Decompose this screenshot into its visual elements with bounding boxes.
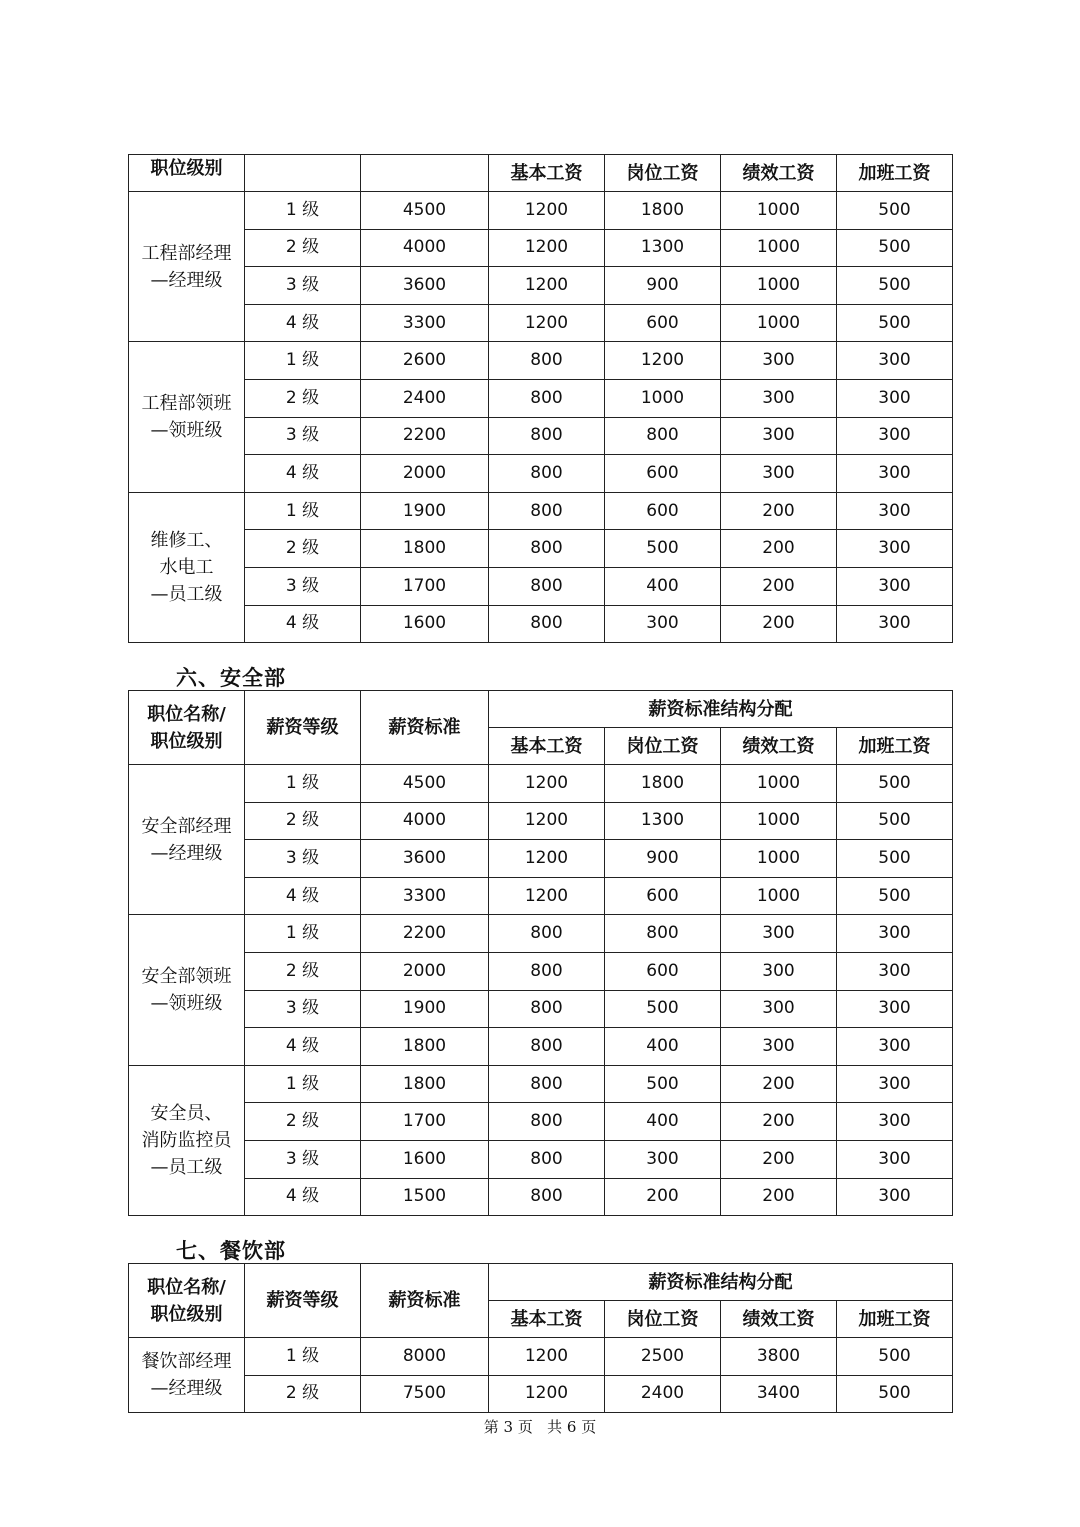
salary-component-cell: 300 (837, 915, 953, 953)
salary-component-cell: 800 (489, 379, 605, 417)
salary-component-cell: 1200 (489, 877, 605, 915)
salary-component-cell: 900 (605, 840, 721, 878)
grade-cell: 1 级 (245, 915, 361, 953)
salary-standard-cell: 8000 (361, 1338, 489, 1376)
salary-component-cell: 1200 (489, 802, 605, 840)
header-grade: 薪资等级 (245, 691, 361, 765)
salary-component-cell: 500 (837, 840, 953, 878)
position-name-cell: 餐饮部经理 —经理级 (129, 1338, 245, 1413)
salary-component-cell: 1000 (721, 229, 837, 267)
table-row (129, 1065, 953, 1103)
table-row (129, 990, 953, 1028)
table-row (129, 952, 953, 990)
table-row (129, 877, 953, 915)
salary-standard-cell: 1700 (361, 1103, 489, 1141)
header-cell: 岗位工资 (605, 1301, 721, 1338)
grade-cell: 2 级 (245, 530, 361, 568)
page-footer: 第 3 页 共 6 页 (483, 1418, 597, 1436)
salary-component-cell: 300 (837, 990, 953, 1028)
salary-component-cell: 1000 (721, 765, 837, 803)
salary-component-cell: 800 (605, 417, 721, 455)
salary-standard-cell: 3600 (361, 267, 489, 305)
header-position-text: 职位名称/ 职位级别 (147, 703, 226, 752)
salary-standard-cell: 4500 (361, 192, 489, 230)
grade-cell: 3 级 (245, 840, 361, 878)
salary-component-cell: 800 (489, 915, 605, 953)
position-name-cell: 工程部经理 —经理级 (129, 192, 245, 342)
salary-component-cell: 800 (489, 417, 605, 455)
salary-component-cell: 200 (605, 1178, 721, 1216)
salary-component-cell: 500 (837, 1375, 953, 1413)
salary-standard-cell: 2000 (361, 952, 489, 990)
salary-component-cell: 200 (721, 605, 837, 643)
table-header-row (129, 1264, 953, 1301)
grade-cell: 1 级 (245, 1338, 361, 1376)
grade-cell: 2 级 (245, 379, 361, 417)
salary-component-cell: 1200 (489, 840, 605, 878)
header-standard: 薪资标准 (361, 1264, 489, 1338)
salary-component-cell: 300 (837, 492, 953, 530)
salary-table-engineering (128, 154, 953, 643)
salary-component-cell: 800 (489, 952, 605, 990)
table-row (129, 304, 953, 342)
salary-component-cell: 800 (489, 530, 605, 568)
grade-cell: 4 级 (245, 877, 361, 915)
salary-component-cell: 500 (837, 877, 953, 915)
salary-table-security (128, 690, 953, 1216)
header-cell: 加班工资 (837, 155, 953, 192)
salary-component-cell: 200 (721, 492, 837, 530)
header-cell: 基本工资 (489, 1301, 605, 1338)
header-position (129, 1264, 245, 1338)
salary-component-cell: 300 (721, 915, 837, 953)
salary-component-cell: 300 (605, 605, 721, 643)
section-title-security: 六、安全部 (176, 666, 286, 690)
salary-component-cell: 800 (489, 1028, 605, 1066)
salary-component-cell: 1200 (489, 267, 605, 305)
salary-component-cell: 600 (605, 492, 721, 530)
position-name-cell: 安全员、 消防监控员 —员工级 (129, 1065, 245, 1215)
header-cell: 加班工资 (837, 728, 953, 765)
salary-component-cell: 500 (837, 1338, 953, 1376)
salary-component-cell: 900 (605, 267, 721, 305)
salary-standard-cell: 2400 (361, 379, 489, 417)
salary-component-cell: 3800 (721, 1338, 837, 1376)
salary-component-cell: 300 (837, 952, 953, 990)
salary-component-cell: 3400 (721, 1375, 837, 1413)
grade-cell: 1 级 (245, 765, 361, 803)
salary-component-cell: 800 (489, 1178, 605, 1216)
salary-component-cell: 1800 (605, 765, 721, 803)
salary-standard-cell: 7500 (361, 1375, 489, 1413)
salary-component-cell: 200 (721, 1103, 837, 1141)
position-name-cell: 安全部领班 —领班级 (129, 915, 245, 1065)
salary-component-cell: 600 (605, 455, 721, 493)
salary-component-cell: 500 (837, 802, 953, 840)
grade-cell: 2 级 (245, 229, 361, 267)
salary-component-cell: 1200 (489, 1375, 605, 1413)
salary-component-cell: 1300 (605, 802, 721, 840)
grade-cell: 3 级 (245, 990, 361, 1028)
position-name-cell: 维修工、 水电工 —员工级 (129, 492, 245, 642)
header-position (129, 691, 245, 765)
salary-standard-cell: 2000 (361, 455, 489, 493)
salary-component-cell: 2400 (605, 1375, 721, 1413)
salary-standard-cell: 2200 (361, 417, 489, 455)
header-cell: 加班工资 (837, 1301, 953, 1338)
salary-component-cell: 1200 (489, 192, 605, 230)
salary-component-cell: 2500 (605, 1338, 721, 1376)
salary-component-cell: 800 (605, 915, 721, 953)
table-row (129, 417, 953, 455)
table-row (129, 605, 953, 643)
salary-component-cell: 1300 (605, 229, 721, 267)
grade-cell: 1 级 (245, 492, 361, 530)
salary-standard-cell: 1900 (361, 990, 489, 1028)
grade-cell: 4 级 (245, 605, 361, 643)
table-row (129, 802, 953, 840)
salary-component-cell: 300 (837, 342, 953, 380)
salary-component-cell: 200 (721, 530, 837, 568)
salary-component-cell: 1200 (489, 765, 605, 803)
table-row (129, 1375, 953, 1413)
salary-component-cell: 1200 (489, 1338, 605, 1376)
header-cell (361, 155, 489, 192)
salary-component-cell: 300 (837, 1028, 953, 1066)
salary-standard-cell: 4000 (361, 229, 489, 267)
salary-component-cell: 300 (837, 567, 953, 605)
salary-component-cell: 800 (489, 1140, 605, 1178)
section-title-catering: 七、餐饮部 (176, 1239, 286, 1263)
header-structure: 薪资标准结构分配 (489, 1264, 953, 1301)
salary-component-cell: 500 (605, 990, 721, 1028)
header-cell: 绩效工资 (721, 728, 837, 765)
header-position-text: 职位名称/ 职位级别 (147, 1276, 226, 1325)
salary-component-cell: 300 (721, 1028, 837, 1066)
grade-cell: 2 级 (245, 1375, 361, 1413)
salary-component-cell: 500 (837, 765, 953, 803)
salary-table-catering (128, 1263, 953, 1413)
table-row (129, 455, 953, 493)
salary-standard-cell: 1800 (361, 530, 489, 568)
salary-standard-cell: 1600 (361, 1140, 489, 1178)
table-row (129, 342, 953, 380)
salary-standard-cell: 1500 (361, 1178, 489, 1216)
salary-standard-cell: 2600 (361, 342, 489, 380)
salary-component-cell: 300 (721, 342, 837, 380)
salary-component-cell: 300 (721, 417, 837, 455)
salary-component-cell: 300 (837, 1103, 953, 1141)
salary-standard-cell: 1700 (361, 567, 489, 605)
salary-component-cell: 600 (605, 304, 721, 342)
salary-component-cell: 300 (837, 379, 953, 417)
table-row (129, 1338, 953, 1376)
salary-component-cell: 500 (837, 229, 953, 267)
table-row (129, 192, 953, 230)
salary-standard-cell: 1900 (361, 492, 489, 530)
table-row (129, 1140, 953, 1178)
salary-component-cell: 300 (605, 1140, 721, 1178)
salary-component-cell: 1000 (721, 840, 837, 878)
grade-cell: 3 级 (245, 1140, 361, 1178)
salary-standard-cell: 3600 (361, 840, 489, 878)
salary-component-cell: 600 (605, 952, 721, 990)
salary-component-cell: 400 (605, 1028, 721, 1066)
table-row (129, 530, 953, 568)
header-cell: 职位级别 (129, 155, 245, 192)
salary-standard-cell: 3300 (361, 877, 489, 915)
salary-component-cell: 800 (489, 1103, 605, 1141)
header-grade: 薪资等级 (245, 1264, 361, 1338)
salary-component-cell: 200 (721, 567, 837, 605)
salary-component-cell: 400 (605, 1103, 721, 1141)
salary-standard-cell: 3300 (361, 304, 489, 342)
table-row (129, 492, 953, 530)
grade-cell: 4 级 (245, 304, 361, 342)
table-header-row (129, 691, 953, 728)
salary-component-cell: 1000 (721, 877, 837, 915)
salary-component-cell: 1000 (721, 192, 837, 230)
salary-component-cell: 1000 (721, 802, 837, 840)
salary-component-cell: 200 (721, 1178, 837, 1216)
salary-component-cell: 300 (837, 1178, 953, 1216)
header-cell: 基本工资 (489, 728, 605, 765)
salary-standard-cell: 2200 (361, 915, 489, 953)
salary-component-cell: 300 (721, 379, 837, 417)
salary-component-cell: 200 (721, 1065, 837, 1103)
salary-component-cell: 1000 (721, 304, 837, 342)
salary-standard-cell: 4000 (361, 802, 489, 840)
header-structure: 薪资标准结构分配 (489, 691, 953, 728)
header-cell: 绩效工资 (721, 1301, 837, 1338)
salary-component-cell: 300 (721, 990, 837, 1028)
grade-cell: 1 级 (245, 1065, 361, 1103)
table-header-row (129, 155, 953, 192)
salary-component-cell: 800 (489, 990, 605, 1028)
salary-component-cell: 800 (489, 567, 605, 605)
salary-component-cell: 800 (489, 1065, 605, 1103)
salary-component-cell: 300 (837, 417, 953, 455)
header-cell (245, 155, 361, 192)
table-row (129, 915, 953, 953)
grade-cell: 2 级 (245, 952, 361, 990)
grade-cell: 1 级 (245, 192, 361, 230)
grade-cell: 2 级 (245, 802, 361, 840)
salary-component-cell: 1800 (605, 192, 721, 230)
salary-component-cell: 1000 (721, 267, 837, 305)
position-name-cell: 安全部经理 —经理级 (129, 765, 245, 915)
table-row (129, 379, 953, 417)
grade-cell: 1 级 (245, 342, 361, 380)
table-row (129, 1103, 953, 1141)
salary-component-cell: 300 (837, 455, 953, 493)
salary-standard-cell: 4500 (361, 765, 489, 803)
header-cell: 基本工资 (489, 155, 605, 192)
header-standard: 薪资标准 (361, 691, 489, 765)
table-row (129, 765, 953, 803)
position-name-cell: 工程部领班 —领班级 (129, 342, 245, 492)
salary-component-cell: 800 (489, 492, 605, 530)
salary-component-cell: 1200 (489, 229, 605, 267)
salary-component-cell: 500 (837, 304, 953, 342)
grade-cell: 4 级 (245, 1178, 361, 1216)
salary-component-cell: 300 (837, 1065, 953, 1103)
salary-component-cell: 400 (605, 567, 721, 605)
salary-component-cell: 800 (489, 342, 605, 380)
salary-standard-cell: 1800 (361, 1028, 489, 1066)
grade-cell: 3 级 (245, 417, 361, 455)
table-row (129, 229, 953, 267)
salary-component-cell: 1000 (605, 379, 721, 417)
salary-component-cell: 200 (721, 1140, 837, 1178)
grade-cell: 4 级 (245, 455, 361, 493)
salary-component-cell: 300 (837, 1140, 953, 1178)
salary-component-cell: 500 (605, 530, 721, 568)
header-cell: 绩效工资 (721, 155, 837, 192)
grade-cell: 4 级 (245, 1028, 361, 1066)
table-row (129, 1178, 953, 1216)
salary-component-cell: 1200 (605, 342, 721, 380)
salary-standard-cell: 1600 (361, 605, 489, 643)
salary-component-cell: 500 (837, 267, 953, 305)
grade-cell: 3 级 (245, 267, 361, 305)
table-row (129, 267, 953, 305)
table-row (129, 840, 953, 878)
salary-component-cell: 300 (721, 455, 837, 493)
salary-component-cell: 600 (605, 877, 721, 915)
salary-component-cell: 800 (489, 455, 605, 493)
salary-component-cell: 1200 (489, 304, 605, 342)
grade-cell: 2 级 (245, 1103, 361, 1141)
salary-standard-cell: 1800 (361, 1065, 489, 1103)
salary-component-cell: 800 (489, 605, 605, 643)
grade-cell: 3 级 (245, 567, 361, 605)
salary-component-cell: 500 (605, 1065, 721, 1103)
salary-component-cell: 300 (837, 530, 953, 568)
salary-component-cell: 300 (721, 952, 837, 990)
header-cell: 岗位工资 (605, 728, 721, 765)
salary-component-cell: 500 (837, 192, 953, 230)
salary-component-cell: 300 (837, 605, 953, 643)
table-row (129, 1028, 953, 1066)
table-row (129, 567, 953, 605)
header-cell: 岗位工资 (605, 155, 721, 192)
